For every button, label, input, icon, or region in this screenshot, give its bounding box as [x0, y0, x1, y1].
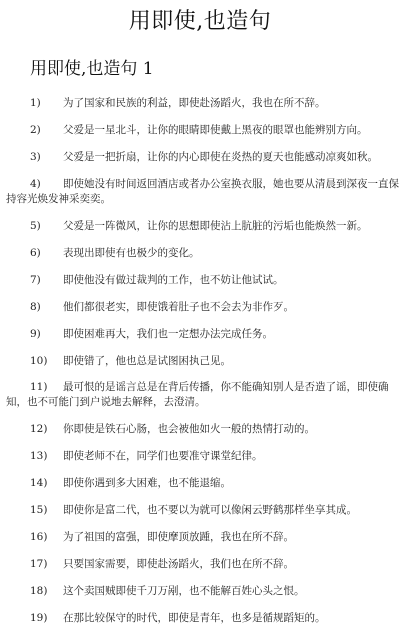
sentence-text: 即使你遇到多大困难，也不能退缩。 [63, 477, 231, 489]
sentence-line [0, 422, 400, 437]
sentence-number: 17) [30, 558, 48, 570]
sentence-line [0, 557, 400, 572]
sentence-item [0, 96, 400, 111]
sentence-line [0, 177, 400, 192]
sentence-number: 11) [30, 381, 48, 393]
sentence-item [0, 123, 400, 138]
sentence-number: 18) [30, 585, 48, 597]
sentence-number: 13) [30, 450, 48, 462]
sentence-item [0, 246, 400, 261]
sentence-text: 即使她没有时间返回酒店或者办公室换衣服，她也要从清晨到深夜一直保 [63, 178, 399, 190]
sentence-number: 10) [30, 355, 48, 367]
page-title: 用即使,也造句 [128, 9, 272, 34]
sentence-item [0, 557, 400, 572]
sentence-text: 为了国家和民族的利益，即使赴汤蹈火，我也在所不辞。 [63, 97, 326, 109]
sentence-text: 为了祖国的富强，即使摩顶放踵，我也在所不辞。 [63, 531, 294, 543]
sentence-text: 只要国家需要，即使赴汤蹈火，我们也在所不辞。 [63, 558, 294, 570]
sentence-number: 1) [30, 97, 41, 109]
sentence-item [0, 584, 400, 599]
sentence-item [0, 150, 400, 165]
sentence-text: 父爱是一把折扇，让你的内心即使在炎热的夏天也能感动凉爽如秋。 [63, 151, 378, 163]
sentence-line [0, 449, 400, 464]
sentence-item [0, 380, 400, 410]
sentence-text: 父爱是一阵微风，让你的思想即使沾上肮脏的污垢也能焕然一新。 [63, 220, 368, 232]
sentence-line [0, 476, 400, 491]
sentence-line [0, 327, 400, 342]
sentence-number: 9) [30, 328, 41, 340]
sentence-text: 即使他没有做过裁判的工作，也不妨让他试试。 [63, 274, 284, 286]
sentence-text: 即使困难再大，我们也一定想办法完成任务。 [63, 328, 273, 340]
sentence-text: 这个卖国贼即使千刀万剐，也不能解百姓心头之恨。 [63, 585, 305, 597]
sentence-text: 持容光焕发神采奕奕。 [6, 193, 111, 205]
sentence-item [0, 177, 400, 207]
sentence-number: 6) [30, 247, 41, 259]
section-heading: 用即使,也造句 1 [30, 59, 154, 79]
sentence-line [0, 395, 400, 410]
sentence-line [0, 611, 400, 626]
sentence-text: 你即使是铁石心肠，也会被他如火一般的热情打动的。 [63, 423, 315, 435]
sentence-line [0, 273, 400, 288]
sentence-item [0, 476, 400, 491]
sentence-text: 即使你是富二代，也不要以为就可以像闲云野鹤那样坐享其成。 [63, 504, 357, 516]
sentence-line [0, 354, 400, 369]
sentence-number: 4) [30, 178, 41, 190]
sentence-text: 最可恨的是谣言总是在背后传播，你不能确知别人是否造了谣，即使确 [63, 381, 389, 393]
sentence-number: 12) [30, 423, 48, 435]
sentence-text: 在那比较保守的时代，即使是青年，也多是循规蹈矩的。 [63, 612, 326, 624]
sentence-item [0, 449, 400, 464]
sentence-text: 即使老师不在，同学们也要准守课堂纪律。 [63, 450, 263, 462]
sentence-line [0, 219, 400, 234]
sentence-line [0, 150, 400, 165]
sentence-line [0, 530, 400, 545]
sentence-number: 8) [30, 301, 41, 313]
sentence-line [0, 584, 400, 599]
sentence-number: 15) [30, 504, 48, 516]
sentence-item [0, 273, 400, 288]
sentence-item [0, 354, 400, 369]
sentence-item [0, 530, 400, 545]
sentence-item [0, 422, 400, 437]
sentence-item [0, 503, 400, 518]
sentence-number: 19) [30, 612, 48, 624]
sentence-number: 3) [30, 151, 41, 163]
sentence-text: 即使错了，他也总是试图困执己见。 [63, 355, 231, 367]
sentence-line [0, 123, 400, 138]
sentence-item [0, 611, 400, 626]
sentence-text: 知，也不可能门到户说地去解释，去澄清。 [6, 396, 206, 408]
sentence-item [0, 327, 400, 342]
sentence-number: 2) [30, 124, 41, 136]
sentence-number: 5) [30, 220, 41, 232]
sentence-line [0, 246, 400, 261]
sentence-line [0, 503, 400, 518]
sentence-line [0, 380, 400, 395]
sentence-line [0, 300, 400, 315]
sentence-line [0, 96, 400, 111]
sentence-text: 他们都很老实，即使饿着肚子也不会去为非作歹。 [63, 301, 294, 313]
sentence-line [0, 192, 400, 207]
sentence-number: 16) [30, 531, 48, 543]
sentence-number: 14) [30, 477, 48, 489]
sentence-item [0, 219, 400, 234]
sentence-text: 表现出即使有也极少的变化。 [63, 247, 200, 259]
sentence-number: 7) [30, 274, 41, 286]
sentence-item [0, 300, 400, 315]
sentence-text: 父爱是一星北斗，让你的眼睛即使戴上黑夜的眼罩也能辨别方向。 [63, 124, 368, 136]
